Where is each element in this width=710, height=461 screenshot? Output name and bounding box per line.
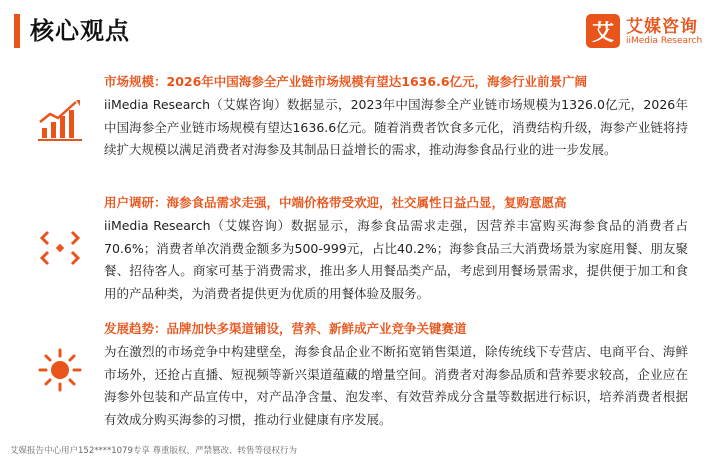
bar-chart-growth-icon — [36, 96, 84, 144]
footer-copyright: 艾媒报告中心用户152****1079专享 尊重版权，严禁篡改、转售等侵权行为 — [10, 446, 298, 456]
sun-icon — [36, 346, 84, 394]
section-body: iiMedia Research（艾媒咨询）数据显示，海参食品需求走强，因营养丰富购买海参食品的消费者占70.6%；消费者单次消费金额多为500-999元，占比40.2%；海参食品三大消费场景为家庭用餐、朋友聚餐、招待客人。商家可基于消费需求，推出多人用餐品类产品，考虑到用餐场景需求，提供便于加工和食用的产品种类，为消费者提供更为优质的用餐体验及服务。 — [104, 218, 688, 301]
logo-name-cn: 艾媒咨询 — [626, 17, 698, 37]
section-heading: 市场规模：2026年中国海参全产业链市场规模有望达1636.6亿元，海参行业前景广阔 — [104, 74, 588, 89]
section-heading: 用户调研：海参食品需求走强，中端价格带受欢迎，社交属性日益凸显，复购意愿高 — [104, 195, 567, 210]
logo-mark: 艾 — [586, 14, 620, 48]
brand-logo — [586, 12, 704, 52]
title-accent-bar — [14, 14, 20, 48]
logo-name-en: iiMedia Research — [626, 36, 703, 46]
section-body: iiMedia Research（艾媒咨询）数据显示，2023年中国海参全产业链市场规模为1326.0亿元，2026年中国海参全产业链市场规模有望达1636.6亿元。随着消费者饮食多元化，消费结构升级，海参产业链将持续扩大规模以满足消费者对海参及其制品日益增长的需求，推动海参食品行业的进一步发展。 — [104, 97, 688, 157]
section-body: 为在激烈的市场竞争中构建壁垒，海参食品企业不断拓宽销售渠道，除传统线下专营店、电商平台、海鲜市场外，还抢占直播、短视频等新兴渠道蕴藏的增量空间。消费者对海参品质和营养要求较高，企业应在海参外包装和产品宣传中，对产品净含量、泡发率、有效营养成分含量等数据进行标识，培养消费者根据有效成分购买海参的习惯，推动行业健康有序发展。 — [104, 344, 688, 427]
section-heading: 发展趋势：品牌加快多渠道铺设，营养、新鲜成产业竞争关键赛道 — [104, 321, 467, 336]
page-title: 核心观点 — [30, 17, 130, 45]
focus-target-icon — [36, 224, 84, 272]
